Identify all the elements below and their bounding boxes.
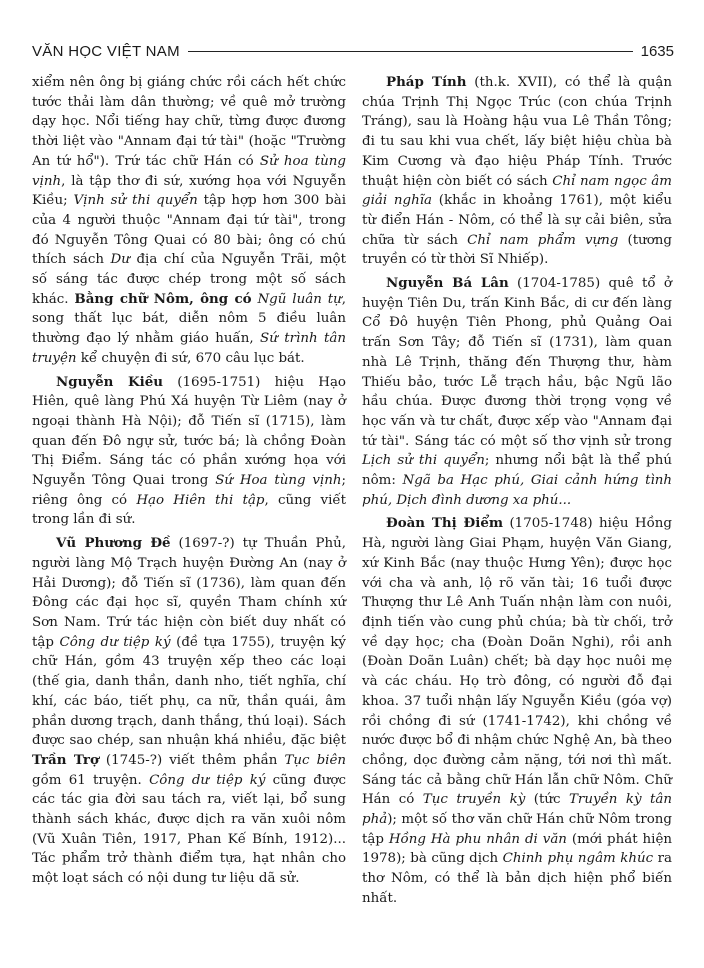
text-run: gồm 61 truyện.	[32, 772, 150, 788]
author-name: Nguyễn Kiều	[56, 373, 163, 390]
text-run: (khắc in khoảng 1761), một kiểu từ điển Hán - Nôm, có thể là sự cải biên, sửa chữa từ sách	[362, 193, 672, 248]
work-title: Dư	[110, 252, 130, 268]
page-number: 1635	[640, 42, 674, 60]
entry-doan-thi-diem	[362, 514, 672, 908]
running-title: VĂN HỌC VIỆT NAM	[32, 42, 180, 60]
right-column	[362, 73, 672, 909]
work-title: Hồng Hà phu nhân di văn	[388, 831, 567, 847]
author-name: Pháp Tính	[386, 74, 467, 90]
text-run: , là tập thơ đi sứ, xướng họa với Nguyễn Kiều;	[32, 173, 346, 209]
entry-vu-phuong-de	[32, 534, 346, 889]
text-run: ; riêng ông có	[32, 473, 346, 508]
text-run: (1705-1748) hiệu Hồng Hà, người làng Giai Phạm, huyện Văn Giang, xứ Kinh Bắc (nay thuộc Hưng Yên); được học với cha và anh, lộ rõ văn tài; 16 tuổi được Thượng thư Lê Anh Tuấn nhận làm con nuôi, định tiến vào cung phủ chúa; bà từ chối, trở về dạy học; cha (Đoàn Doãn Nghi), rồi anh (Đoàn Doãn Luân) chết; bà dạy học nuôi mẹ và các cháu. Họ trò đông, có người đỗ đại khoa. 37 tuổi nhận lấy Nguyễn Kiều (góa vợ) rồi chồng đi sứ (1741-1742), khi chồng về nước được bổ đi nhậm chức Nghệ An, bà theo chồng, dọc đường cảm nặng, tới nơi thì mất. Sáng tác cả bằng chữ Hán lẫn chữ Nôm. Chữ Hán có	[362, 516, 672, 808]
entry-nguyen-tong-quai-continued	[32, 73, 346, 369]
text-run: ra thơ Nôm, có thể là bản dịch hiện phổ biến nhất.	[362, 851, 672, 906]
left-column	[32, 73, 346, 889]
work-title: Truyền kỳ tân phả	[362, 792, 672, 828]
text-run: kể chuyện đi sứ, 670 câu lục bát.	[76, 350, 305, 366]
work-title: Tục biên	[284, 752, 346, 768]
work-title: Ngã ba Hạc phú, Giai cảnh hứng tình phú, Dịch đình dương xa phú...	[362, 473, 672, 508]
entry-nguyen-ba-lan	[362, 274, 672, 510]
text-run: (1697-?) tự Thuần Phủ, người làng Mộ Trạch huyện Đường An (nay ở Hải Dương); đỗ Tiến sĩ (1736), làm quan đến Đông các đại học sĩ, quyền Tham chính xứ Sơn Nam. Trứ tác hiện còn biết duy nhất có tập	[32, 536, 346, 650]
text-run: tập hợp hơn 300 bài của 4 người thuộc "Annam đại tứ tài", trong đó Nguyễn Tông Quai có 80 bài; ông có chú thích sách	[32, 193, 346, 268]
work-title: Công dư tiệp ký	[59, 634, 171, 650]
author-name: Vũ Phương Đề	[56, 535, 171, 552]
work-title: Lịch sử thi quyển	[362, 453, 485, 469]
author-name: Đoàn Thị Điểm	[386, 515, 504, 532]
work-title: Sứ Hoa tùng vịnh	[215, 473, 342, 489]
text-run: ; nhưng nổi bật là thể phú nôm:	[362, 453, 672, 489]
text-run: (1745-?) viết thêm phần	[98, 752, 285, 768]
text-run: xiểm nên ông bị giáng chức rồi cách hết chức tước thải làm dân thường; về quê mở trường dạy học. Nổi tiếng hay chữ, từng được đương thời liệt vào "Annam đại tứ tài" (hoặc "Trường An tứ hổ"). Trứ tác chữ Hán có	[32, 75, 346, 169]
text-run: (mới phát hiện 1978); bà cũng dịch	[362, 831, 672, 867]
author-name: Trần Trợ	[32, 751, 99, 768]
work-title: Hạo Hiên thi tập	[136, 492, 265, 508]
running-header	[32, 40, 674, 62]
work-title: Công dư tiệp ký	[149, 772, 266, 788]
text-run: (tương truyền có từ thời Sĩ Nhiếp).	[362, 232, 672, 268]
work-title: Sứ trình tân truyện	[32, 331, 346, 366]
work-title: Chỉ nam phẩm vựng	[467, 232, 619, 248]
text-run: cũng được các tác gia đời sau tách ra, viết lại, bổ sung thành sách khác, được dịch ra văn xuôi nôm (Vũ Xuân Tiên, 1917, Phan Kế Bính, 1912)... Tác phẩm trở thành điểm tựa, hạt nhân cho một loạt sách có nội dung tư liệu dã sử.	[32, 772, 346, 887]
text-run: ); một số thơ văn chữ Hán chữ Nôm trong tập	[362, 812, 672, 847]
entry-phap-tinh	[362, 73, 672, 270]
text-run: (đề tựa 1755), truyện ký chữ Hán, gồm 43 truyện xếp theo các loại (thế gia, danh thần, danh nho, tiết nghĩa, chí khí, các báo, tiết phụ, ca nữ, thần quái, âm phần dương trạch, danh thắng, thú loại). Sách được sao chép, san nhuận khá nhiều, đặc biệt	[32, 634, 346, 749]
work-title: Sử hoa tùng vịnh	[32, 153, 346, 189]
text-run: (tức	[525, 792, 569, 808]
text-run: (1704-1785) quê tổ ở huyện Tiên Du, trấn Kinh Bắc, di cư đến làng Cổ Đô huyện Tiên Phong, phủ Quảng Oai trấn Sơn Tây; đỗ Tiến sĩ (1731), làm quan nhà Lê Trịnh, thăng đến Thượng thư, hàm Thiếu bảo, tước Lễ trạch hầu, bậc Ngũ lão hầu chúa. Được đương thời trọng vọng về học vấn và tư chất, được xếp vào "Annam đại tứ tài". Sáng tác có một số thơ vịnh sử trong	[362, 276, 672, 449]
text-run: (1695-1751) hiệu Hạo Hiên, quê làng Phú Xá huyện Từ Liêm (nay ở ngoại thành Hà Nội); đỗ Tiến sĩ (1715), làm quan đến Đô ngự sử, tước bá; là chồng Đoàn Thị Điểm. Sáng tác có phần xướng họa với Nguyễn Tông Quai trong	[32, 374, 346, 489]
work-title: Chỉ nam ngọc âm giải nghĩa	[362, 173, 672, 209]
author-name: Nguyễn Bá Lân	[386, 275, 509, 292]
header-rule	[188, 51, 633, 52]
work-title: Vịnh sử thi quyển	[73, 193, 198, 209]
text-run: địa chí của Nguyễn Trãi, một số sáng tác được chép trong một số sách khác.	[32, 252, 346, 307]
text-run: (th.k. XVII), có thể là quận chúa Trịnh Thị Ngọc Trúc (con chúa Trịnh Tráng), sau là Hoàng hậu vua Lê Thần Tông; đi tu sau khi vua chết, lấy biệt hiệu chùa bà Kim Cương và đạo hiệu Pháp Tính. Trước thuật hiện còn biết có sách	[362, 75, 672, 189]
work-title: Ngũ luân tự	[257, 291, 342, 307]
text-run: , cũng viết trong lần đi sứ.	[32, 492, 346, 528]
entry-nguyen-kieu	[32, 373, 346, 531]
work-title: Tục truyền kỳ	[422, 792, 526, 808]
work-title: Chinh phụ ngâm khúc	[502, 851, 654, 867]
text-run: , song thất lục bát, diễn nôm 5 điều luân thường đạo lý nhằm giáo huấn,	[32, 291, 347, 347]
bold-phrase: Bằng chữ Nôm, ông có	[74, 290, 252, 307]
